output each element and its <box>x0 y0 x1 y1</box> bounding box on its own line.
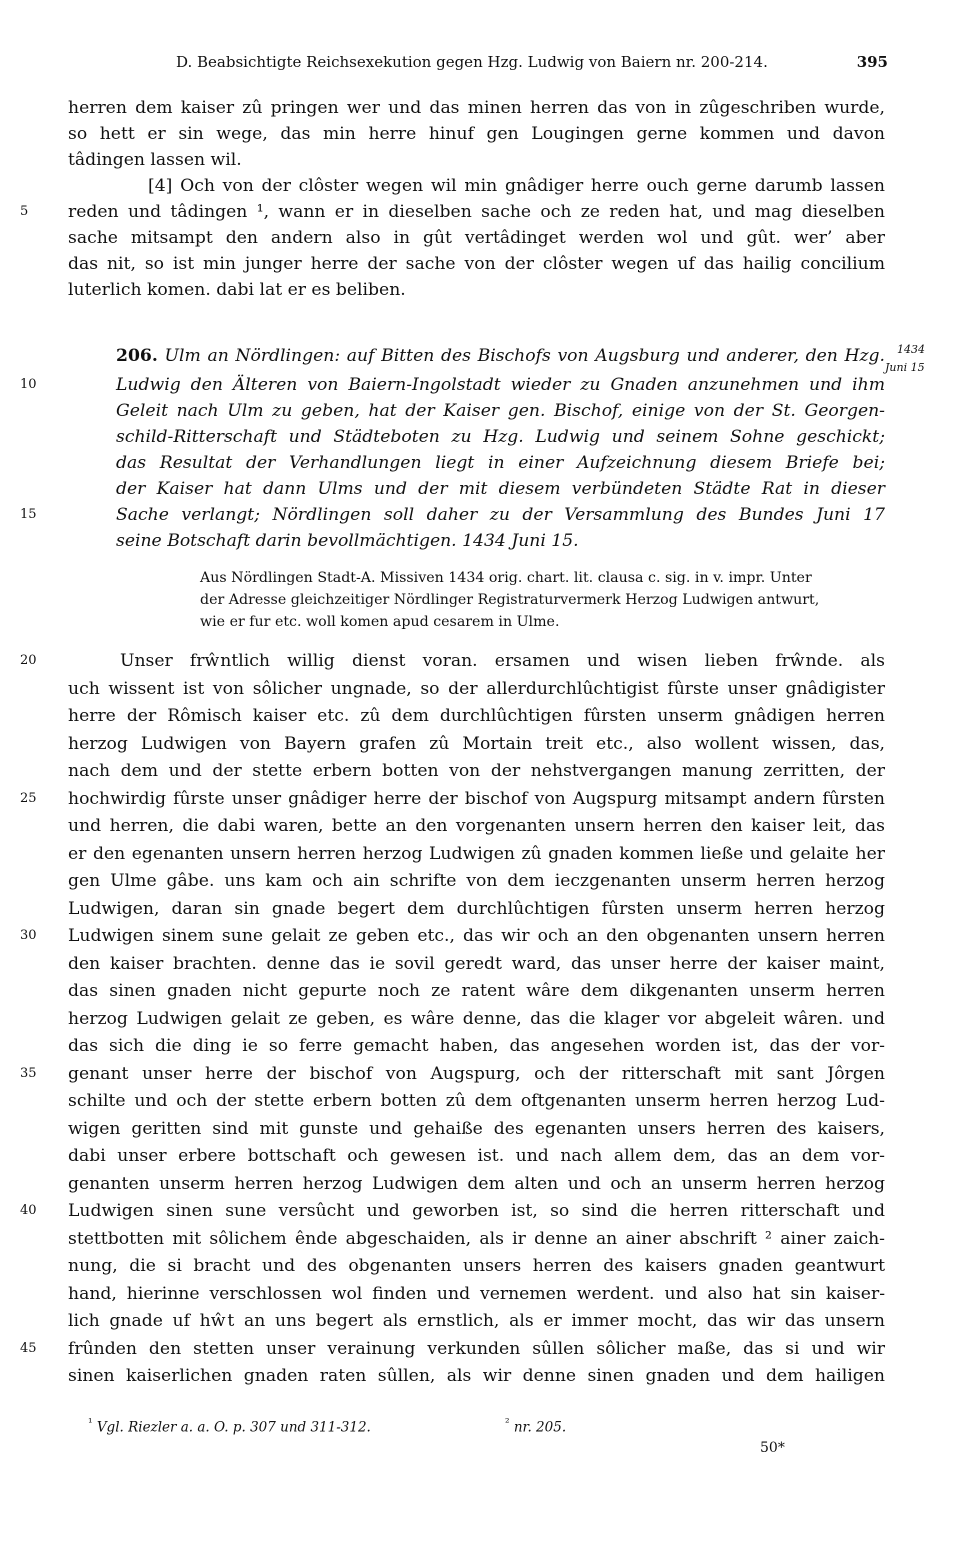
margin-year: 1434 <box>897 343 925 356</box>
letter-line: dabi unser erbere bottschaft och gewesen ist. und nach allem dem, das an dem vor- <box>68 1146 885 1166</box>
line-number: 35 <box>20 1066 37 1081</box>
source-note-line: wie er fur etc. woll komen apud cesarem in Ulme. <box>200 614 560 630</box>
line-number: 30 <box>20 928 37 943</box>
regest-line: Ludwig den Älteren von Baiern-Ingolstadt wieder zu Gnaden anzunehmen und ihm <box>116 375 885 395</box>
letter-line: das sinen gnaden nicht gepurte noch ze ratent wâre dem dikgenanten unserm herren <box>68 981 885 1001</box>
letter-line: uch wissent ist von sôlicher ungnade, so der allerdurchlûchtigist fûrste unser gnâdigister <box>68 679 885 699</box>
line-number: 40 <box>20 1203 37 1218</box>
letter-line: herre der Rômisch kaiser etc. zû dem durchlûchtigen fûrsten unserm gnâdigen herren <box>68 706 885 726</box>
letter-line: frûnden den stetten unser verainung verkunden sûllen sôlicher maße, das si und wir <box>68 1339 885 1359</box>
text-line: reden und tâdingen ¹, wann er in dieselben sache och ze reden hat, und mag dieselben <box>68 202 885 222</box>
letter-line: wigen geritten sind mit gunste und gehaiße des egenanten unsers herren des kaisers, <box>68 1119 885 1139</box>
line-number: 45 <box>20 1341 37 1356</box>
document-number: 206. <box>116 346 158 366</box>
letter-line: genanten unserm herren herzog Ludwigen dem alten und och an unserm herren herzog <box>68 1174 885 1194</box>
regest-line: Sache verlangt; Nördlingen soll daher zu der Versammlung des Bundes Juni 17 <box>116 505 885 525</box>
regest-line: das Resultat der Verhandlungen liegt in einer Aufzeichnung diesem Briefe bei; <box>116 453 885 473</box>
line-number: 5 <box>20 204 29 219</box>
letter-line: und herren, die dabi waren, bette an den vorgenanten unsern herren den kaiser leit, das <box>68 816 885 836</box>
letter-line: Unser frŵntlich willig dienst voran. ersamen und wisen lieben frŵnde. als <box>120 651 885 671</box>
regest-line: schild-Ritterschaft und Städteboten zu Hzg. Ludwig und seinem Sohne geschickt; <box>116 427 885 447</box>
text-line: herren dem kaiser zû pringen wer und das minen herren das von in zûgeschriben wurde, <box>68 98 885 118</box>
letter-line: Ludwigen, daran sin gnade begert dem durchlûchtigen fûrsten unserm herren herzog <box>68 899 885 919</box>
letter-line: das sich die ding ie so ferre gemacht haben, das angesehen worden ist, das der vor- <box>68 1036 885 1056</box>
regest-line: Geleit nach Ulm zu geben, hat der Kaiser gen. Bischof, einige von der St. Georgen- <box>116 401 885 421</box>
source-note-line: Aus Nördlingen Stadt-A. Missiven 1434 orig. chart. lit. clausa c. sig. in v. impr. Unter <box>200 570 812 586</box>
footnote-marker: ² <box>505 1416 510 1429</box>
letter-line: hand, hierinne verschlossen wol finden und vernemen werdent. und also hat sin kaiser- <box>68 1284 885 1304</box>
text-line: so hett er sin wege, das min herre hinuf gen Lougingen gerne kommen und davon <box>68 124 885 144</box>
text-line: [4] Och von der clôster wegen wil min gnâdiger herre ouch gerne darumb lassen <box>148 176 885 196</box>
sheet-signature: 50* <box>760 1440 785 1456</box>
footnote-marker: ¹ <box>88 1416 93 1429</box>
regest-line: seine Botschaft darin bevollmächtigen. 1434 Juni 15. <box>116 531 579 551</box>
line-number: 10 <box>20 377 37 392</box>
letter-line: Ludwigen sinen sune versûcht und geworben ist, so sind die herren ritterschaft und <box>68 1201 885 1221</box>
line-number: 20 <box>20 653 37 668</box>
page-number: 395 <box>856 53 888 71</box>
regest-text: Ulm an Nördlingen: auf Bitten des Bischofs von Augsburg und anderer, den Hzg. <box>164 346 885 366</box>
footnote-1 <box>88 1413 371 1438</box>
text-line: das nit, so ist min junger herre der sache von der clôster wegen uf das hailig concilium <box>68 254 885 274</box>
letter-line: gen Ulme gâbe. uns kam och ain schrifte von dem ieczgenanten unserm herren herzog <box>68 871 885 891</box>
letter-line: herzog Ludwigen gelait ze geben, es wâre denne, das die klager vor abgeleit wâren. und <box>68 1009 885 1029</box>
letter-line: den kaiser brachten. denne das ie sovil geredt ward, das unser herre der kaiser maint, <box>68 954 885 974</box>
letter-line: lich gnade uf hŵt an uns begert als ernstlich, als er immer mocht, das wir das unsern <box>68 1311 885 1331</box>
letter-line: Ludwigen sinem sune gelait ze geben etc., das wir och an den obgenanten unsern herren <box>68 926 885 946</box>
line-number: 15 <box>20 507 37 522</box>
letter-line: hochwirdig fûrste unser gnâdiger herre der bischof von Augspurg mitsampt andern fûrsten <box>68 789 885 809</box>
header-title: D. Beabsichtigte Reichsexekution gegen Hzg. Ludwig von Baiern nr. 200-214. <box>176 53 768 71</box>
letter-line: genant unser herre der bischof von Augspurg, och der ritterschaft mit sant Jôrgen <box>68 1064 885 1084</box>
text-line: tâdingen lassen wil. <box>68 150 242 170</box>
source-note-line: der Adresse gleichzeitiger Nördlinger Registraturvermerk Herzog Ludwigen antwurt, <box>200 592 820 608</box>
footnote-text: nr. 205. <box>513 1419 567 1436</box>
margin-day: Juni 15 <box>885 361 925 374</box>
line-number: 25 <box>20 791 37 806</box>
regest-line <box>116 343 885 369</box>
footnote-2 <box>505 1413 566 1438</box>
letter-line: stettbotten mit sôlichem ênde abgeschaiden, als ir denne an ainer abschrift ² ainer zaich- <box>68 1229 885 1249</box>
letter-line: nung, die si bracht und des obgenanten unsers herren des kaisers gnaden geantwurt <box>68 1256 885 1276</box>
letter-line: schilte und och der stette erbern botten zû dem oftgenanten unserm herren herzog Lud- <box>68 1091 885 1111</box>
text-line: sache mitsampt den andern also in gût vertâdinget werden wol und gût. wer’ aber <box>68 228 885 248</box>
letter-line: sinen kaiserlichen gnaden raten sûllen, als wir denne sinen gnaden und dem hailigen <box>68 1366 885 1386</box>
text-line: luterlich komen. dabi lat er es beliben. <box>68 280 406 300</box>
footnote-text: Vgl. Riezler a. a. O. p. 307 und 311-312. <box>96 1419 371 1436</box>
letter-line: nach dem und der stette erbern botten von der nehstvergangen manung zerritten, der <box>68 761 885 781</box>
letter-line: herzog Ludwigen von Bayern grafen zû Mortain treit etc., also wollent wissen, das, <box>68 734 885 754</box>
letter-line: er den egenanten unsern herren herzog Ludwigen zû gnaden kommen ließe und gelaite her <box>68 844 885 864</box>
running-header <box>176 50 888 74</box>
regest-line: der Kaiser hat dann Ulms und der mit diesem verbündeten Städte Rat in dieser <box>116 479 885 499</box>
